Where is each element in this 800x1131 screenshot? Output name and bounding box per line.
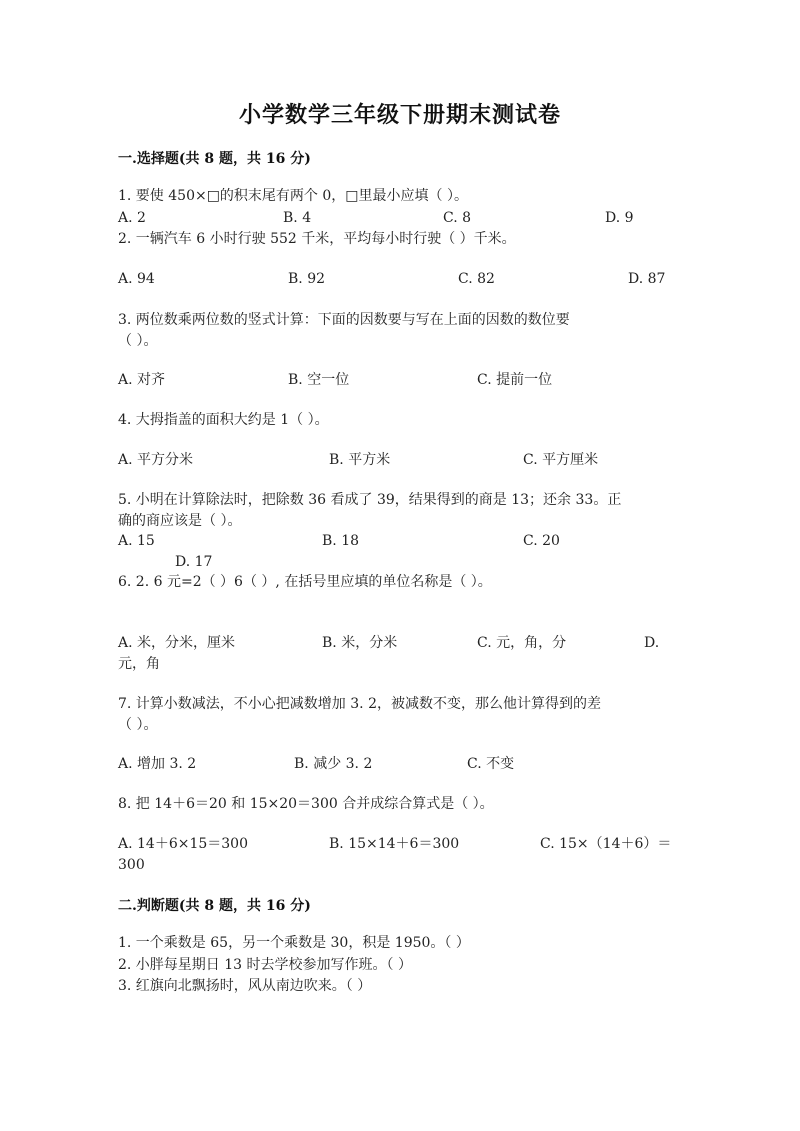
question-7-option-c: C. 不变 — [467, 756, 515, 772]
question-7-option-a: A. 增加 3. 2 — [118, 756, 197, 772]
question-4-option-c: C. 平方厘米 — [523, 452, 599, 468]
question-7-stem-line1: 7. 计算小数减法，不小心把减数增加 3. 2，被减数不变，那么他计算得到的差 — [118, 696, 601, 712]
question-6-option-a: A. 米，分米，厘米 — [118, 635, 236, 651]
question-2-stem: 2. 一辆汽车 6 小时行驶 552 千米，平均每小时行驶（ ）千米。 — [118, 231, 516, 247]
question-6-stem: 6. 2. 6 元=2（ ）6（ ）, 在括号里应填的单位名称是（ ）。 — [118, 574, 492, 590]
question-3-option-b: B. 空一位 — [288, 372, 350, 388]
judgement-question-3: 3. 红旗向北飘扬时，风从南边吹来。（ ） — [118, 978, 372, 994]
question-4-stem: 4. 大拇指盖的面积大约是 1（ ）。 — [118, 412, 329, 428]
question-8-option-b: B. 15×14＋6＝300 — [329, 836, 460, 852]
question-1-option-c: C. 8 — [443, 210, 472, 226]
question-8-option-c-continued: 300 — [118, 857, 145, 873]
question-2-option-c: C. 82 — [458, 271, 495, 287]
question-7-stem-line2: （ ）。 — [118, 717, 158, 733]
question-3-option-a: A. 对齐 — [118, 372, 166, 388]
question-2-option-b: B. 92 — [288, 271, 326, 287]
question-2-option-d: D. 87 — [628, 271, 666, 287]
question-5-stem-line2: 确的商应该是（ ）。 — [118, 513, 242, 529]
question-3-option-c: C. 提前一位 — [477, 372, 553, 388]
question-6-option-c: C. 元，角，分 — [477, 635, 567, 651]
question-8-stem: 8. 把 14＋6＝20 和 15×20＝300 合并成综合算式是（ ）。 — [118, 796, 494, 812]
question-5-stem-line1: 5. 小明在计算除法时，把除数 36 看成了 39，结果得到的商是 13；还余 33。正 — [118, 492, 622, 508]
section-heading-judgement: 二.判断题(共 8 题，共 16 分) — [118, 898, 311, 914]
question-5-option-b: B. 18 — [322, 533, 360, 549]
question-6-option-d: D. — [644, 635, 660, 651]
question-4-option-a: A. 平方分米 — [118, 452, 194, 468]
question-6-option-b: B. 米，分米 — [322, 635, 398, 651]
question-1-option-a: A. 2 — [118, 210, 146, 226]
question-8-option-c: C. 15×（14＋6）＝ — [540, 836, 672, 852]
question-2-option-a: A. 94 — [118, 271, 155, 287]
question-1-option-b: B. 4 — [283, 210, 312, 226]
question-6-option-d-continued: 元，角 — [118, 656, 160, 672]
question-8-option-a: A. 14＋6×15＝300 — [118, 836, 248, 852]
question-5-option-d: D. 17 — [175, 554, 213, 570]
question-5-option-a: A. 15 — [118, 533, 155, 549]
question-1-stem: 1. 要使 450×□的积末尾有两个 0，□里最小应填（ ）。 — [118, 188, 468, 204]
section-heading-choice: 一.选择题(共 8 题，共 16 分) — [118, 151, 311, 167]
page-title: 小学数学三年级下册期末测试卷 — [238, 102, 561, 128]
judgement-question-2: 2. 小胖每星期日 13 时去学校参加写作班。（ ） — [118, 957, 412, 973]
question-4-option-b: B. 平方米 — [329, 452, 391, 468]
question-5-option-c: C. 20 — [523, 533, 560, 549]
question-1-option-d: D. 9 — [605, 210, 634, 226]
question-3-stem-line2: （ ）。 — [118, 333, 158, 349]
judgement-question-1: 1. 一个乘数是 65，另一个乘数是 30，积是 1950。（ ） — [118, 935, 470, 951]
question-7-option-b: B. 减少 3. 2 — [294, 756, 373, 772]
question-3-stem-line1: 3. 两位数乘两位数的竖式计算：下面的因数要与写在上面的因数的数位要 — [118, 312, 570, 328]
